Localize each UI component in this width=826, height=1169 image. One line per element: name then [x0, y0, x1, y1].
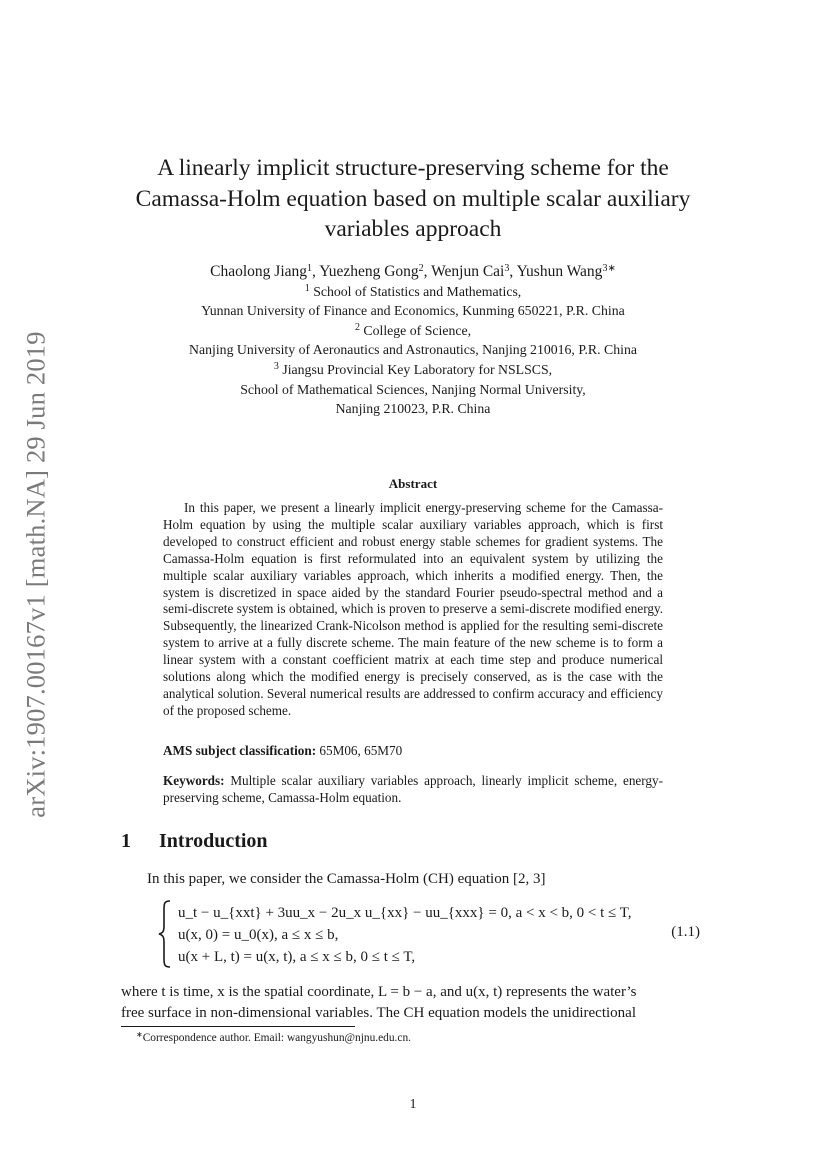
author-affiliation-mark: 3∗	[602, 263, 616, 274]
author-block	[100, 262, 726, 419]
paragraph	[121, 982, 701, 1024]
section-number: 1	[121, 830, 131, 852]
author-name: Yushun Wang	[516, 263, 603, 280]
author-affiliation-mark: 1	[307, 263, 313, 274]
equation-lines	[178, 902, 632, 968]
ams-value: 65M06, 65M70	[319, 743, 403, 758]
author-name: Yuezheng Gong	[319, 263, 419, 280]
footnote	[136, 1032, 411, 1044]
affiliation-mark: 2	[354, 321, 360, 333]
arxiv-stamp	[14, 318, 58, 830]
author-names: Chaolong Jiang$^1$, Yuezheng Gong$^2$, Wenjun Cai$^3$, Yushun Wang$^{3∗}$	[210, 263, 616, 280]
section-heading	[121, 830, 268, 853]
title-line: A linearly implicit structure-preserving scheme for the	[157, 155, 669, 181]
author-affiliation-mark: 3	[504, 263, 510, 274]
author-name: Chaolong Jiang	[210, 263, 308, 280]
equation-number: (1.1)	[671, 924, 700, 940]
affiliation-line	[100, 360, 726, 380]
affiliation-line: Nanjing 210023, P.R. China	[335, 401, 491, 417]
author-name: Wenjun Cai	[431, 263, 505, 280]
paragraph-line: where t is time, x is the spatial coordinate, L = b − a, and u(x, t) represents the water’s	[121, 984, 637, 1000]
affiliation-line: School of Mathematical Sciences, Nanjing Normal University,	[240, 381, 586, 397]
title-line: variables approach	[324, 216, 502, 242]
affiliation-line	[100, 282, 726, 302]
paragraph-line: free surface in non-dimensional variables. The CH equation models the unidirectional	[121, 1005, 636, 1021]
affiliation-text: College of Science,	[363, 322, 472, 338]
paper-title	[100, 153, 726, 245]
intro-sentence: In this paper, we consider the Camassa-Holm (CH) equation [2, 3]	[147, 871, 546, 887]
ams-label: AMS subject classification:	[163, 743, 317, 758]
keywords	[163, 773, 663, 807]
keywords-value: Multiple scalar auxiliary variables approach, linearly implicit scheme, energy-preserving scheme, Camassa-Holm equation.	[163, 773, 664, 805]
equation-line: u(x + L, t) = u(x, t), a ≤ x ≤ b, 0 ≤ t ≤ T,	[178, 949, 416, 965]
ams-classification	[163, 743, 663, 759]
abstract-text: In this paper, we present a linearly implicit energy-preserving scheme for the Camassa-Holm equation by using the multiple scalar auxiliary variables approach, which is first developed to construct efficient and robust energy stable schemes for gradient systems. The Camassa-Holm equation is first reformulated into an equivalent system by utilizing the multiple scalar auxiliary variables approach, which inherits a modified energy. Then, the system is discretized in space aided by the standard Fourier pseudo-spectral method and a semi-discrete system is obtained, which is proven to preserve a semi-discrete modified energy. Subsequently, the linearized Crank-Nicolson method is applied for the resulting semi-discrete system to arrive at a fully discrete scheme. The main feature of the new scheme is to form a linear system with a constant coefficient matrix at each time step and produce numerical solutions along which the modified energy is precisely conserved, as is the case with the analytical solution. Several numerical results are addressed to confirm accuracy and efficiency of the proposed scheme.	[163, 500, 663, 718]
arxiv-identifier: arXiv:1907.00167v1 [math.NA] 29 Jun 2019	[20, 330, 51, 818]
affiliation-text: Jiangsu Provincial Key Laboratory for NSLSCS,	[282, 361, 553, 377]
section-title: Introduction	[159, 830, 268, 852]
footnote-mark: ∗	[136, 1030, 143, 1039]
equation-line: u(x, 0) = u_0(x), a ≤ x ≤ b,	[178, 927, 339, 943]
footnote-text: Correspondence author. Email: wangyushun@njnu.edu.cn.	[142, 1032, 412, 1044]
affiliation-text: School of Statistics and Mathematics,	[313, 283, 522, 299]
equation-line: u_t − u_{xxt} + 3uu_x − 2u_x u_{xx} − uu_{xxx} = 0, a < x < b, 0 < t ≤ T,	[178, 905, 632, 921]
page-number: 1	[409, 1097, 417, 1112]
affiliation-mark: 1	[304, 282, 310, 294]
footnote-rule	[121, 1026, 355, 1027]
title-line: Camassa-Holm equation based on multiple scalar auxiliary	[135, 185, 691, 212]
abstract-heading: Abstract	[388, 476, 438, 491]
author-affiliation-mark: 2	[418, 263, 424, 274]
affiliation-line: Nanjing University of Aeronautics and Astronautics, Nanjing 210016, P.R. China	[189, 342, 637, 358]
affiliation-line	[100, 321, 726, 341]
keywords-label: Keywords:	[163, 773, 225, 788]
left-brace-icon	[158, 900, 174, 968]
affiliation-mark: 3	[273, 360, 279, 372]
equation-1-1	[158, 900, 708, 968]
affiliation-line: Yunnan University of Finance and Economics, Kunming 650221, P.R. China	[201, 303, 625, 319]
